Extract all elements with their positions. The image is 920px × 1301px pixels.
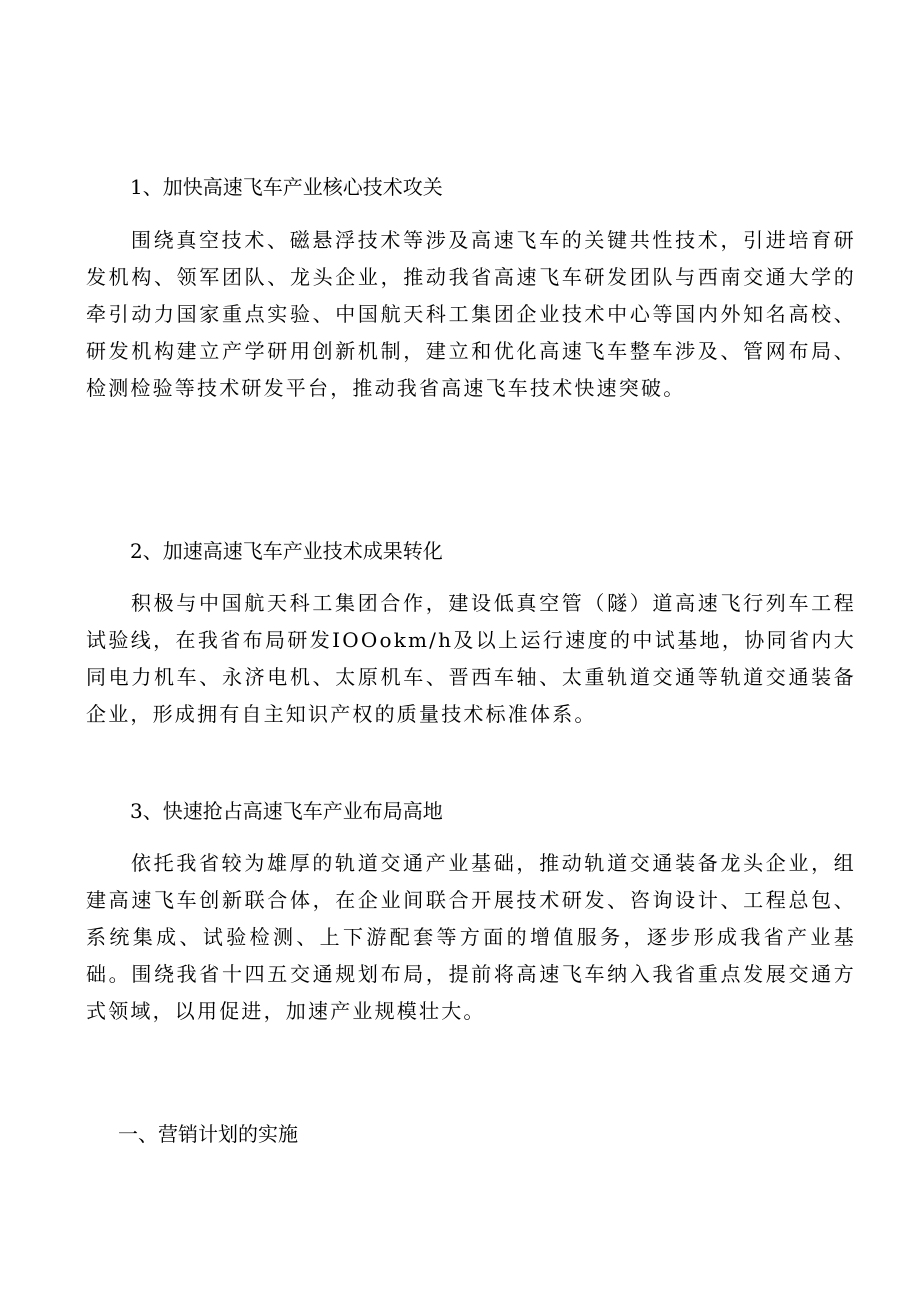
section-1-heading: 1、加快高速飞车产业核心技术攻关	[130, 175, 443, 199]
section-1-paragraph: 围绕真空技术、磁悬浮技术等涉及高速飞车的关键共性技术，引进培育研发机构、领军团队、龙头企业，推动我省高速飞车研发团队与西南交通大学的牵引动力国家重点实验、中国航天科工集团企业技术中心等国内外知名高校、研发机构建立产学研用创新机制，建立和优化高速飞车整车涉及、管网布局、检测检验等技术研发平台，推动我省高速飞车技术快速突破。	[86, 228, 856, 400]
section-2-heading: 2、加速高速飞车产业技术成果转化	[130, 539, 443, 563]
section-3-heading: 3、快速抢占高速飞车产业布局高地	[130, 799, 443, 823]
section-2-paragraph: 积极与中国航天科工集团合作，建设低真空管（隧）道高速飞行列车工程试验线，在我省布局研发IOOokm/h及以上运行速度的中试基地，协同省内大同电力机车、永济电机、太原机车、晋西车轴、太重轨道交通等轨道交通装备企业，形成拥有自主知识产权的质量技术标准体系。	[86, 591, 856, 726]
chapter-heading: 一、营销计划的实施	[118, 1122, 298, 1146]
section-3-paragraph: 依托我省较为雄厚的轨道交通产业基础，推动轨道交通装备龙头企业，组建高速飞车创新联合体，在企业间联合开展技术研发、咨询设计、工程总包、系统集成、试验检测、上下游配套等方面的增值服务，逐步形成我省产业基础。围绕我省十四五交通规划布局，提前将高速飞车纳入我省重点发展交通方式领域，以用促进，加速产业规模壮大。	[86, 851, 856, 1023]
